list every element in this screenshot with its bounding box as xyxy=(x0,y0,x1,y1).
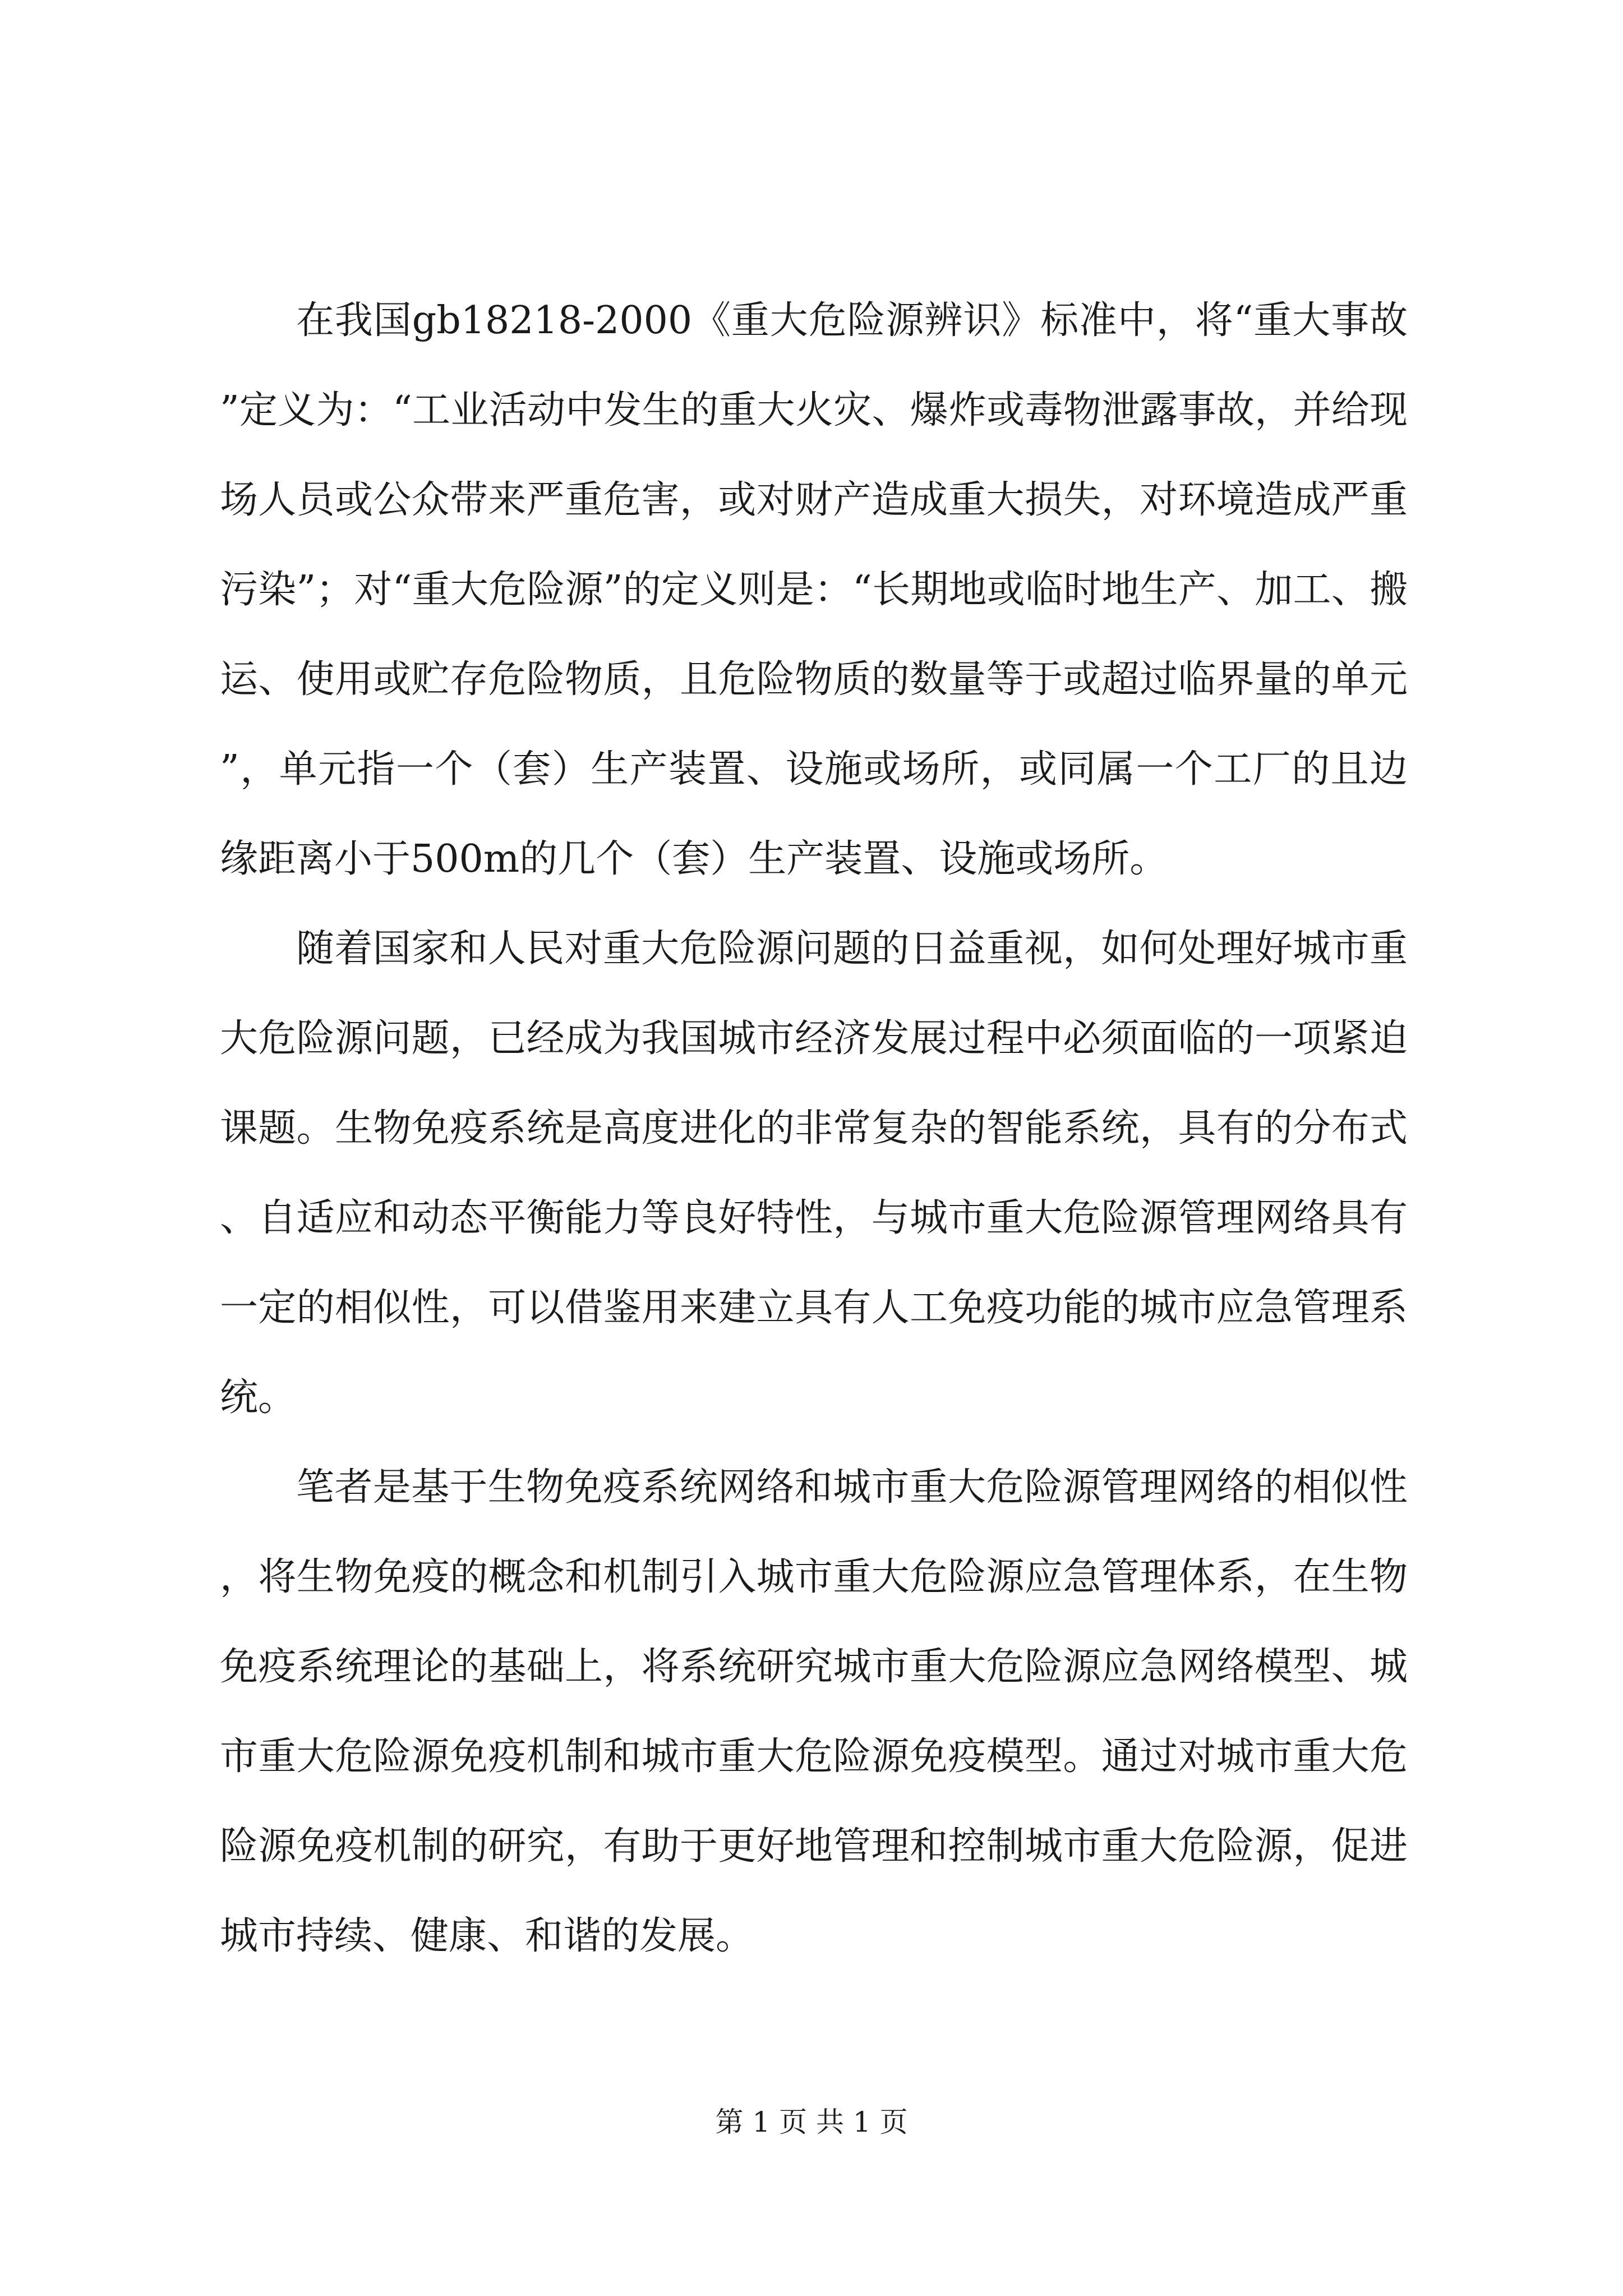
paragraph-1: 在我国gb18218-2000《重大危险源辨识》标准中，将“重大事故”定义为：“工业活动中发生的重大火灾、爆炸或毒物泄露事故，并给现场人员或公众带来严重危害，或对财产造成重大损失，对环境造成严重污染”；对“重大危险源”的定义则是：“长期地或临时地生产、加工、搬运、使用或贮存危险物质，且危险物质的数量等于或超过临界量的单元”，单元指一个（套）生产装置、设施或场所，或同属一个工厂的且边缘距离小于500m的几个（套）生产装置、设施或场所。 xyxy=(220,298,1408,881)
document-body xyxy=(220,276,1408,1981)
page-footer: 第 1 页 共 1 页 xyxy=(715,2106,908,2138)
paragraph-2: 随着国家和人民对重大危险源问题的日益重视，如何处理好城市重大危险源问题，已经成为我国城市经济发展过程中必须面临的一项紧迫课题。生物免疫系统是高度进化的非常复杂的智能系统，具有的分布式、自适应和动态平衡能力等良好特性，与城市重大危险源管理网络具有一定的相似性，可以借鉴用来建立具有人工免疫功能的城市应急管理系统。 xyxy=(220,927,1408,1420)
paragraph-3: 笔者是基于生物免疫系统网络和城市重大危险源管理网络的相似性，将生物免疫的概念和机制引入城市重大危险源应急管理体系，在生物免疫系统理论的基础上，将系统研究城市重大危险源应急网络模型、城市重大危险源免疫机制和城市重大危险源免疫模型。通过对城市重大危险源免疫机制的研究，有助于更好地管理和控制城市重大危险源，促进城市持续、健康、和谐的发展。 xyxy=(220,1465,1408,1958)
